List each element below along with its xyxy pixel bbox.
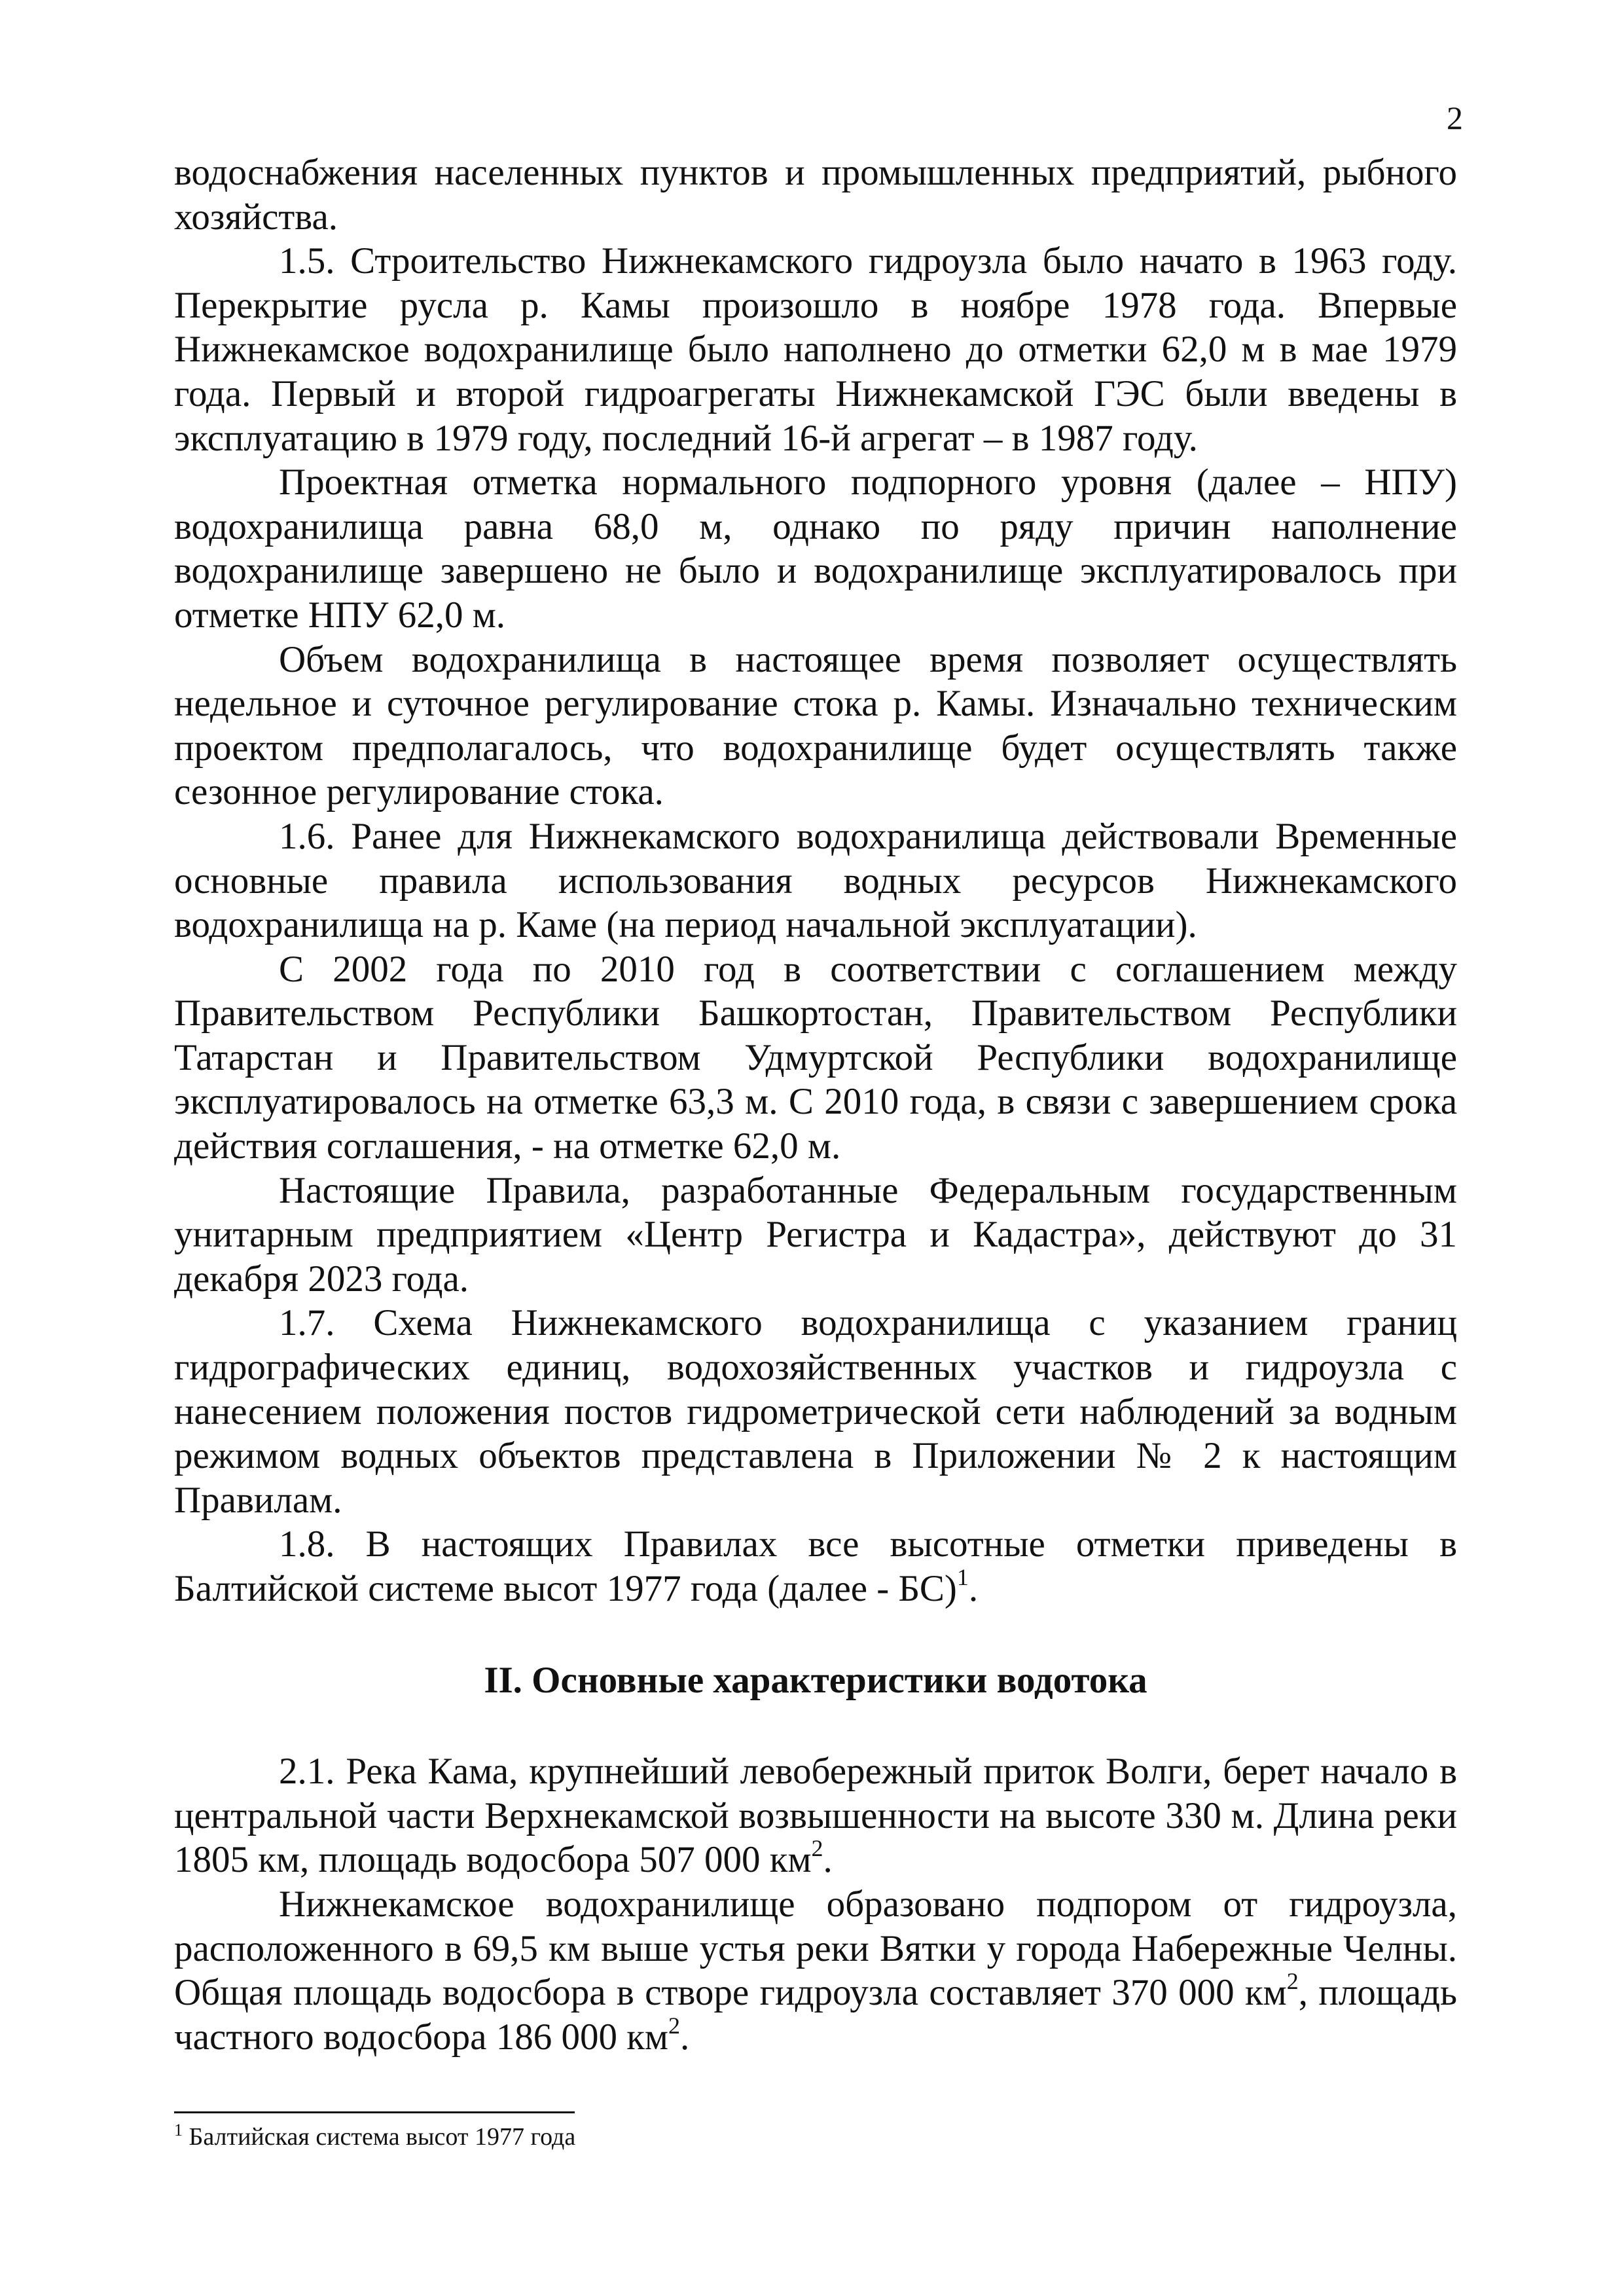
paragraph-reservoir-text-b: , площадь частного водосбора 186 000 км [174,1972,1457,2058]
footnote-reference: 1 [956,1564,969,1590]
paragraph-2-1 [174,1749,1457,1882]
paragraph-1-8 [174,1522,1457,1611]
footnote [174,2121,1457,2153]
paragraph-2-1-text: 2.1. Река Кама, крупнейший левобережный приток Волги, берет начало в центральной части Верхнекамской возвышенности на высоте 330 м. Длина реки 1805 км, площадь водосбора 507 000 км [174,1751,1457,1881]
superscript-square: 2 [668,2012,680,2039]
superscript-square: 2 [811,1835,823,1862]
paragraph-2002-2010: С 2002 года по 2010 год в соответствии с соглашением между Правительством Республики Башкортостан, Правительством Республики Татарстан и Правительством Удмуртской Республики водохранилище эксплуатировалось на отметке 63,3 м. С 2010 года, в связи с завершением срока действия соглашения, - на отметке 62,0 м. [174,948,1457,1167]
paragraph-npu: Проектная отметка нормального подпорного уровня (далее – НПУ) водохранилища равна 68,0 м, однако по ряду причин наполнение водохранилище завершено не было и водохранилище эксплуатировалось при отметке НПУ 62,0 м. [174,462,1457,636]
paragraph-continuation: водоснабжения населенных пунктов и промышленных предприятий, рыбного хозяйства. [174,152,1457,238]
superscript-square: 2 [1286,1968,1299,1995]
paragraph-2-1-end: . [823,1839,833,1881]
paragraph-reservoir [174,1882,1457,2059]
paragraph-rules-validity: Настоящие Правила, разработанные Федеральным государственным унитарным предприятием «Центр Регистра и Кадастра», действуют до 31 декабря 2023 года. [174,1169,1457,1300]
paragraph-reservoir-text-a: Нижнекамское водохранилище образовано подпором от гидроузла, расположенного в 69,5 км выше устья реки Вятки у города Набережные Челны. Общая площадь водосбора в створе гидроузла составляет 370 000 км [174,1883,1457,2014]
footnote-marker: 1 [174,2121,183,2140]
paragraph-1-7: 1.7. Схема Нижнекамского водохранилища с указанием границ гидрографических единиц, водохозяйственных участков и гидроузла с нанесением положения постов гидрометрической сети наблюдений за водным режимом водных объектов представлена в Приложении № 2 к настоящим Правилам. [174,1302,1457,1521]
paragraph-1-8-text: 1.8. В настоящих Правилах все высотные отметки приведены в Балтийской системе высот 1977 года (далее - БС) [174,1523,1457,1609]
footnote-text: Балтийская система высот 1977 года [183,2123,576,2151]
document-body [174,151,1457,2059]
paragraph-1-6: 1.6. Ранее для Нижнекамского водохранилища действовали Временные основные правила использования водных ресурсов Нижнекамского водохранилища на р. Каме (на период начальной эксплуатации). [174,815,1457,946]
footnote-divider [174,2111,575,2113]
paragraph-reservoir-end: . [680,2016,690,2058]
section-heading: II. Основные характеристики водотока [484,1659,1147,1701]
paragraph-1-5: 1.5. Строительство Нижнекамского гидроузла было начато в 1963 году. Перекрытие русла р. Камы произошло в ноябре 1978 года. Впервые Нижнекамское водохранилище было наполнено до отметки 62,0 м в мае 1979 года. Первый и второй гидроагрегаты Нижнекамской ГЭС были введены в эксплуатацию в 1979 году, последний 16-й агрегат – в 1987 году. [174,240,1457,459]
paragraph-volume: Объем водохранилища в настоящее время позволяет осуществлять недельное и суточное регулирование стока р. Камы. Изначально техническим проектом предполагалось, что водохранилище будет осуществлять также сезонное регулирование стока. [174,638,1457,813]
paragraph-1-8-end: . [968,1568,979,1609]
page-number: 2 [1447,100,1463,136]
